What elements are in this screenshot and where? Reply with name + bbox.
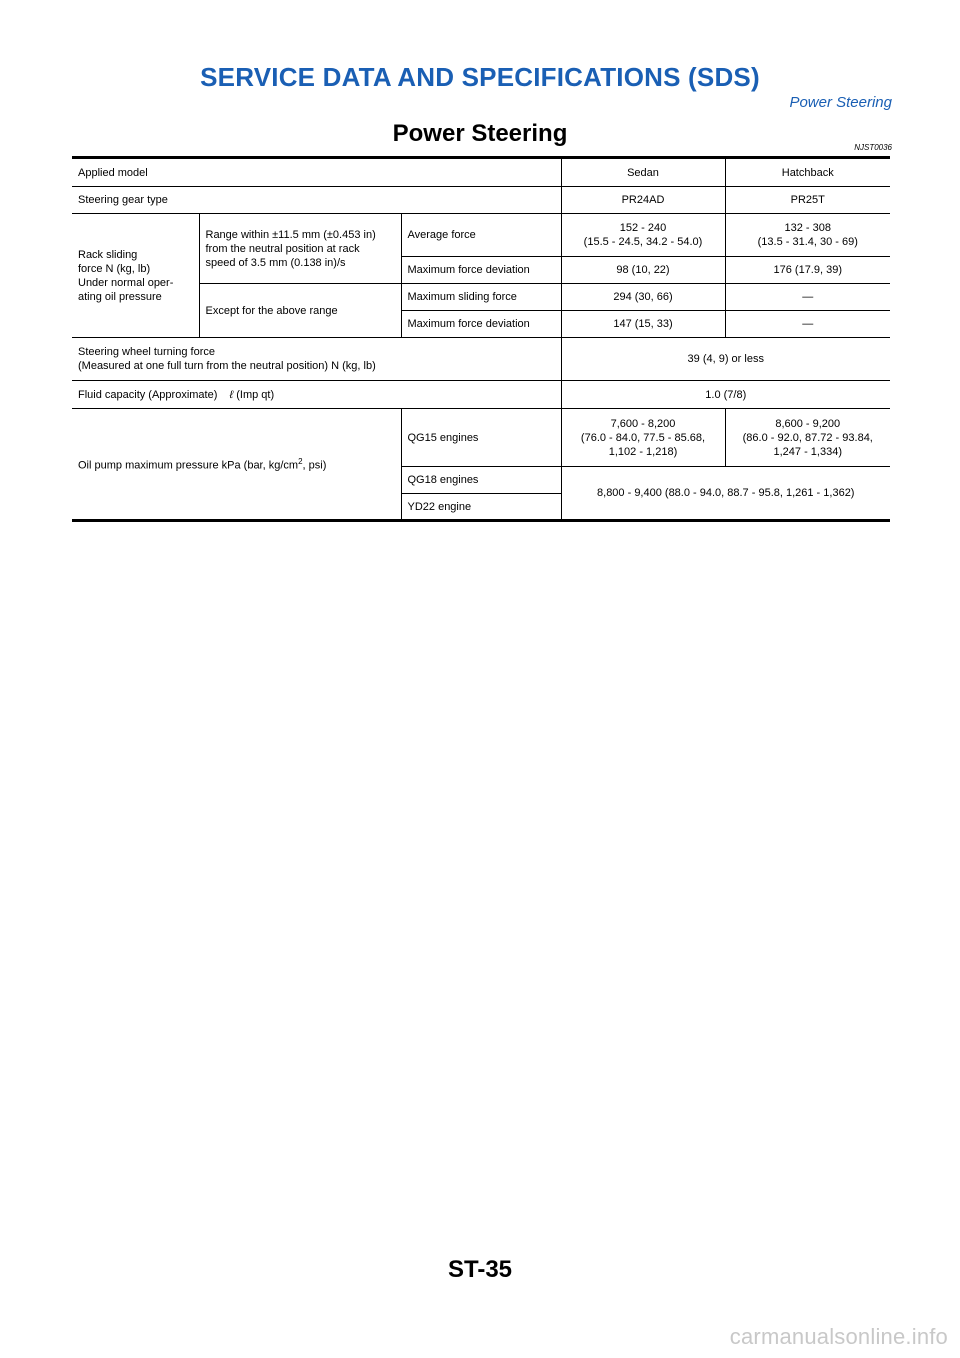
max-force-deviation-sedan: 98 (10, 22) [561, 257, 725, 284]
average-force-sedan [561, 214, 725, 257]
table-row-average-force [72, 214, 890, 257]
value-line: (86.0 - 92.0, 87.72 - 93.84, [742, 431, 873, 444]
applied-model-hatchback: Hatchback [725, 158, 890, 187]
value-line: 1,102 - 1,218) [608, 445, 678, 458]
wheel-turning-line: (Measured at one full turn from the neutral position) N (kg, lb) [78, 360, 376, 372]
wheel-turning-line: Steering wheel turning force [78, 346, 215, 358]
qg18-label: QG18 engines [401, 467, 561, 494]
table-row-applied-model [72, 158, 890, 187]
value-line: 7,600 - 8,200 [610, 417, 676, 430]
except-range-label: Except for the above range [199, 284, 401, 338]
oil-pump-label-sup: 2 [298, 457, 303, 467]
spec-table [72, 156, 890, 522]
max-force-deviation-hatchback: 176 (17.9, 39) [725, 257, 890, 284]
qg18-yd22-value: 8,800 - 9,400 (88.0 - 94.0, 88.7 - 95.8, 1,261 - 1,362) [561, 467, 890, 521]
value-line: (76.0 - 84.0, 77.5 - 85.68, [580, 431, 706, 444]
applied-model-sedan: Sedan [561, 158, 725, 187]
qg15-label: QG15 engines [401, 409, 561, 467]
value-line: (15.5 - 24.5, 34.2 - 54.0) [583, 236, 703, 248]
section-code: NJST0036 [854, 143, 892, 152]
max-sliding-force-sedan: 294 (30, 66) [561, 284, 725, 311]
max-force-deviation-2-sedan: 147 (15, 33) [561, 311, 725, 338]
gear-type-sedan: PR24AD [561, 187, 725, 214]
range-within-label [199, 214, 401, 284]
average-force-label: Average force [401, 214, 561, 257]
fluid-unit: (Imp qt) [236, 388, 275, 401]
oil-pump-label [72, 409, 401, 521]
rack-label-line: Rack sliding [78, 248, 138, 261]
fluid-label-text: Fluid capacity (Approximate) [78, 388, 218, 401]
gear-type-hatchback: PR25T [725, 187, 890, 214]
rack-label-line: Under normal oper- [78, 276, 174, 289]
applied-model-label: Applied model [78, 166, 148, 179]
header-title: SERVICE DATA AND SPECIFICATIONS (SDS) [200, 62, 760, 92]
table-row-gear-type [72, 187, 890, 214]
fluid-capacity-value: 1.0 (7/8) [561, 381, 890, 409]
value-line: 132 - 308 [784, 222, 831, 234]
table-row-fluid-capacity [72, 381, 890, 409]
max-sliding-force-label: Maximum sliding force [401, 284, 561, 311]
wheel-turning-value: 39 (4, 9) or less [561, 338, 890, 381]
qg15-sedan [561, 409, 725, 467]
oil-pump-label-suffix: , psi) [302, 459, 327, 472]
max-force-deviation-2-hatchback: — [725, 311, 890, 338]
table-row-qg15 [72, 409, 890, 467]
wheel-turning-label [72, 338, 561, 381]
value-line: 152 - 240 [619, 222, 667, 234]
value-line: (13.5 - 31.4, 30 - 69) [757, 236, 858, 248]
yd22-label: YD22 engine [401, 494, 561, 521]
range-line: speed of 3.5 mm (0.138 in)/s [205, 256, 346, 269]
qg15-hatchback [725, 409, 890, 467]
rack-sliding-label [72, 214, 199, 338]
rack-label-line: ating oil pressure [78, 290, 162, 303]
watermark-text: carmanualsonline.info [729, 1324, 948, 1349]
gear-type-label: Steering gear type [72, 187, 561, 214]
max-force-deviation-label: Maximum force deviation [401, 257, 561, 284]
table-row-wheel-turning-force [72, 338, 890, 381]
max-sliding-force-hatchback: — [725, 284, 890, 311]
liter-symbol: ℓ [229, 388, 234, 401]
fluid-capacity-label [72, 381, 561, 409]
rack-label-line: force N (kg, lb) [78, 262, 151, 275]
average-force-hatchback [725, 214, 890, 257]
oil-pump-label-text: Oil pump maximum pressure kPa (bar, kg/cm [78, 459, 299, 472]
value-line: 1,247 - 1,334) [773, 445, 842, 458]
range-line: Range within ±11.5 mm (±0.453 in) [205, 228, 376, 241]
max-force-deviation-2-label: Maximum force deviation [401, 311, 561, 338]
header-subtitle: Power Steering [789, 94, 892, 111]
range-line: from the neutral position at rack [205, 242, 360, 255]
page-number: ST-35 [447, 1256, 513, 1283]
section-title: Power Steering [392, 120, 568, 147]
value-line: 8,600 - 9,200 [775, 417, 841, 430]
